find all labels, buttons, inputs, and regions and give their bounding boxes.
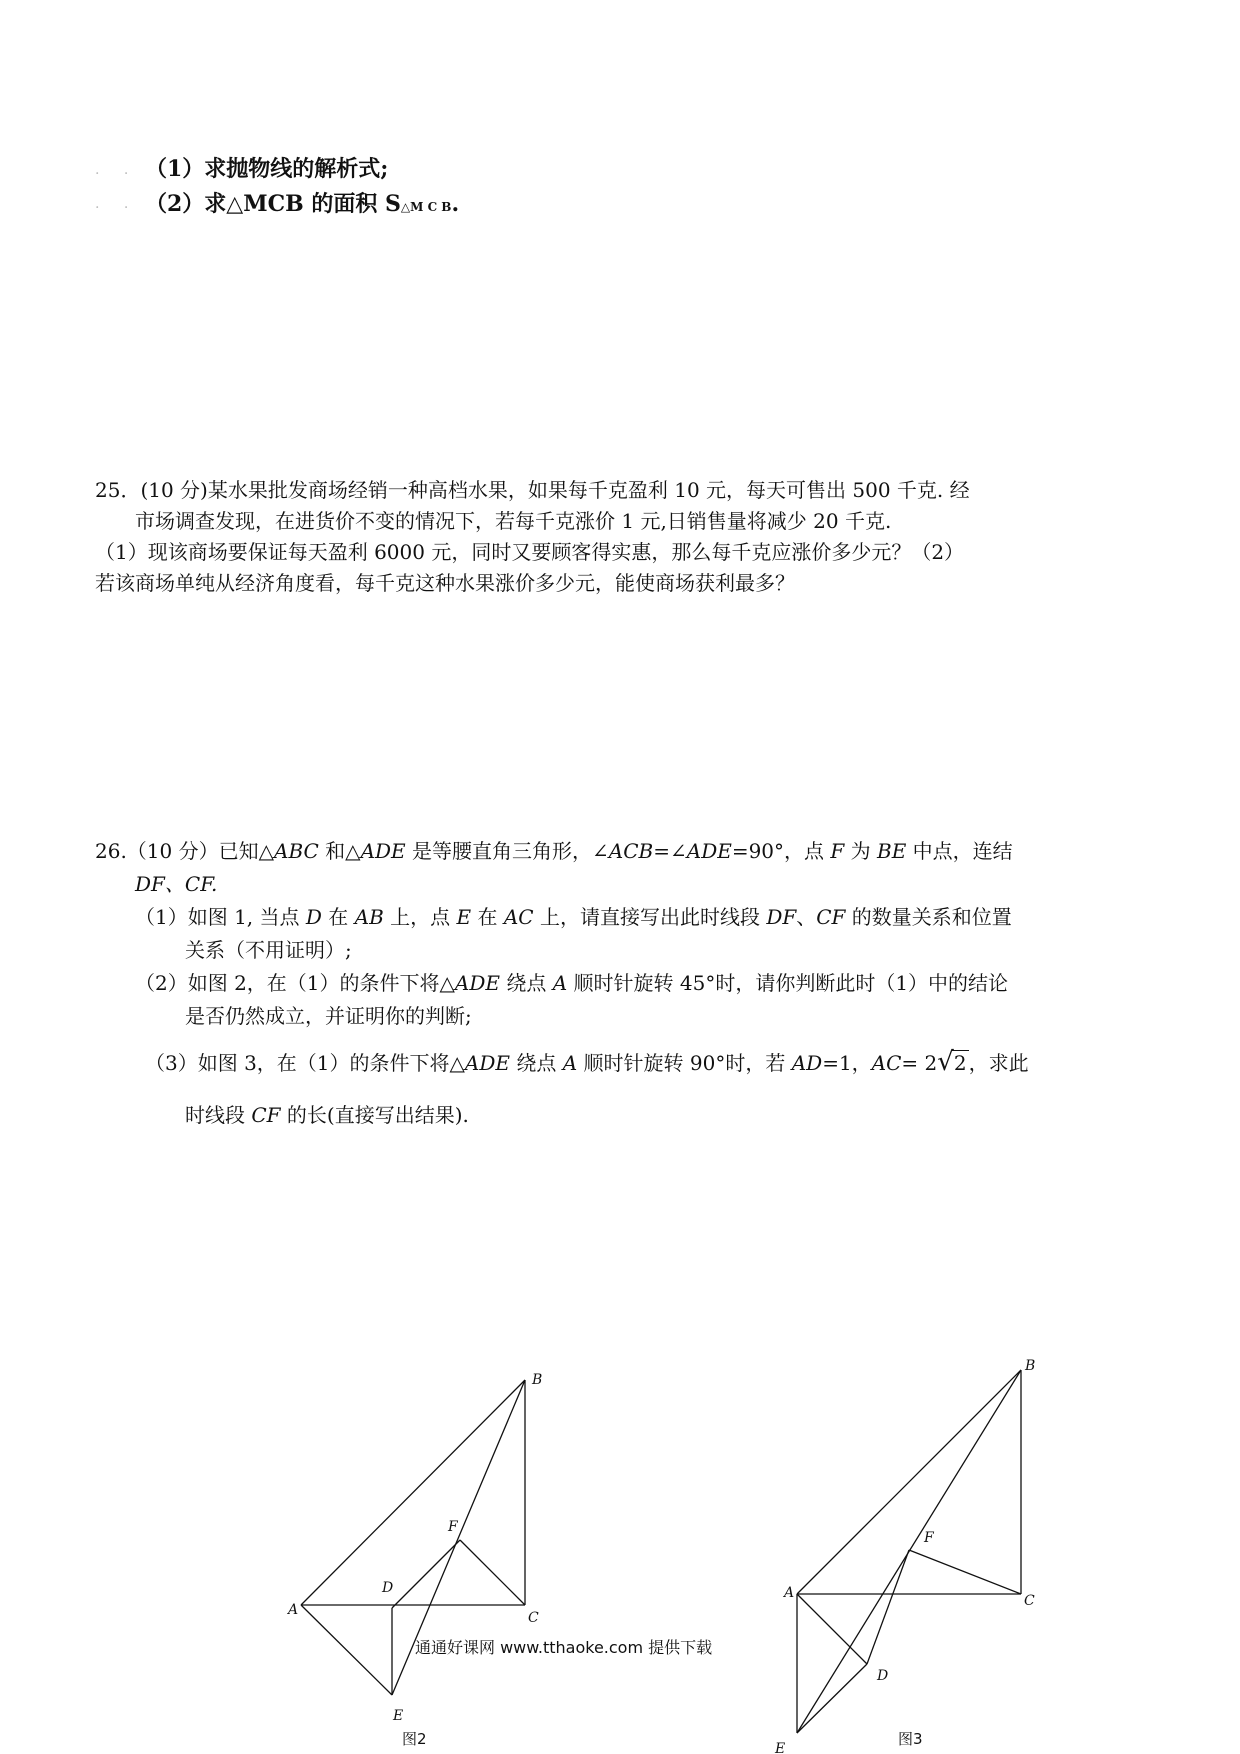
q26-part3: （3）如图 3，在（1）的条件下将△ADE 绕点 A 顺时针旋转 90°时，若 AD=1，AC= 2√2 ，求此 xyxy=(145,1047,1029,1077)
fig2-segment-DF xyxy=(392,1540,460,1608)
fig2-label-B: B xyxy=(532,1372,543,1388)
q26-part1-line2: 关系（不用证明）; xyxy=(185,938,352,962)
fig3-segment-DE xyxy=(797,1664,867,1733)
q26-part2: （2）如图 2，在（1）的条件下将△ADE 绕点 A 顺时针旋转 45°时，请你判断此时（1）中的结论 xyxy=(135,971,1009,995)
fig2-segment-AE xyxy=(301,1605,392,1695)
fig2-label-A: A xyxy=(288,1602,299,1618)
fig3-segment-AD xyxy=(797,1594,867,1664)
q25-line3: （1）现该商场要保证每天盈利 6000 元，同时又要顾客得实惠，那么每千克应涨价多少元？（2） xyxy=(95,540,965,564)
q26-part3-line2: 时线段 CF 的长(直接写出结果). xyxy=(185,1103,469,1127)
fig2-segment-CF xyxy=(460,1540,525,1605)
q26-line2: DF、CF. xyxy=(135,872,218,896)
fig2-label-C: C xyxy=(528,1610,539,1626)
fig3-label-D: D xyxy=(877,1668,889,1684)
watermark-text: 通通好课网 www.tthaoke.com 提供下载 xyxy=(415,1638,713,1657)
fig2-label-D: D xyxy=(382,1580,394,1596)
fig3-label-F: F xyxy=(924,1530,934,1546)
fig2-label-E: E xyxy=(393,1708,404,1724)
q24-part1: （1）求抛物线的解析式; xyxy=(145,156,389,182)
fig3-label-B: B xyxy=(1025,1358,1036,1374)
q25-line4: 若该商场单纯从经济角度看，每千克这种水果涨价多少元，能使商场获利最多？ xyxy=(95,571,795,595)
fig3-caption: 图3 xyxy=(898,1730,923,1748)
q25-line2: 市场调查发现，在进货价不变的情况下，若每千克涨价 1 元,日销售量将减少 20 千克. xyxy=(135,509,892,533)
scan-mark: . . xyxy=(95,162,139,178)
q26-part2-line2: 是否仍然成立，并证明你的判断; xyxy=(185,1004,472,1028)
fig2-label-F: F xyxy=(448,1519,458,1535)
sqrt-symbol: √2 xyxy=(937,1047,967,1077)
q26-part1: （1）如图 1, 当点 D 在 AB 上，点 E 在 AC 上，请直接写出此时线段 DF、CF 的数量关系和位置 xyxy=(135,905,1012,929)
fig3-label-C: C xyxy=(1024,1593,1035,1609)
scan-mark: . . xyxy=(95,196,139,212)
fig3-segment-AB xyxy=(797,1370,1021,1594)
fig3-label-A: A xyxy=(784,1585,795,1601)
fig2-caption: 图2 xyxy=(402,1730,427,1748)
q25-line1: 25．(10 分)某水果批发商场经销一种高档水果，如果每千克盈利 10 元，每天可售出 500 千克. 经 xyxy=(95,478,970,502)
fig3-segment-DF xyxy=(867,1550,909,1664)
q26-line1: 26.（10 分）已知△ABC 和△ADE 是等腰直角三角形，∠ACB=∠ADE=90°，点 F 为 BE 中点，连结 xyxy=(95,839,1013,863)
q24-part2: （2）求△MCB 的面积 S△M C B. xyxy=(145,191,460,217)
fig3-label-E: E xyxy=(775,1741,786,1754)
fig3-segment-CF xyxy=(909,1550,1021,1594)
